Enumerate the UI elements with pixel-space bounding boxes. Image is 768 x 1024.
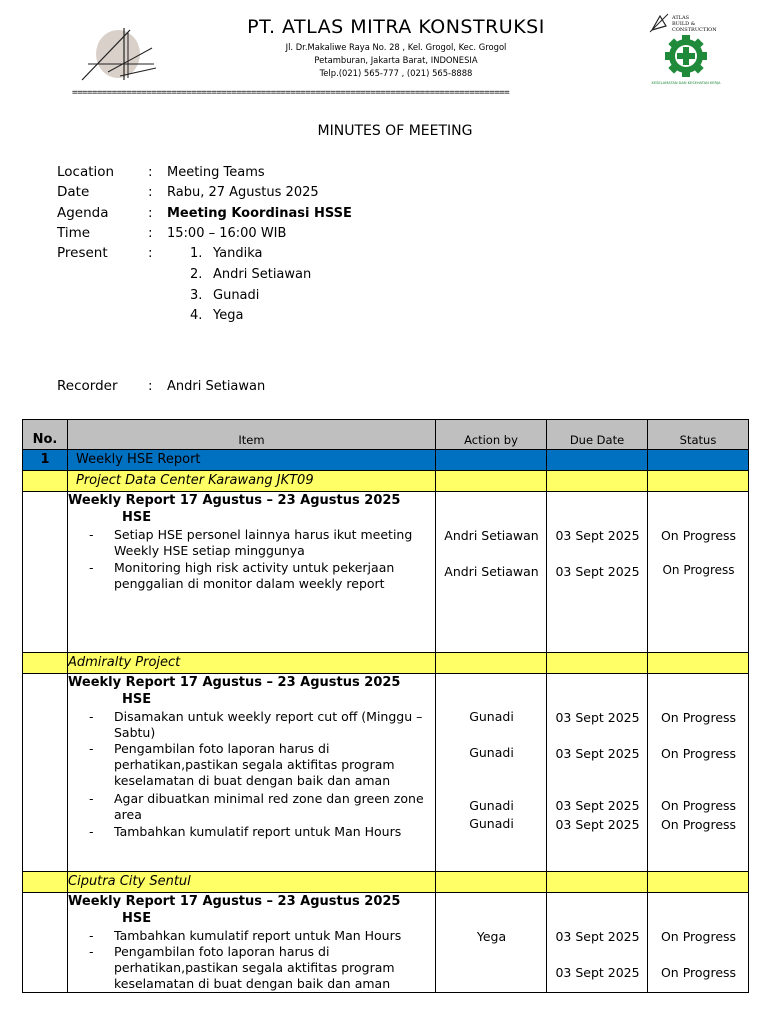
present-colon: :	[148, 245, 153, 261]
due-date: 03 Sept 2025	[555, 965, 640, 980]
due-date: 03 Sept 2025	[555, 798, 640, 813]
present-num: 4.	[190, 308, 203, 323]
company-name: PT. ATLAS MITRA KONSTRUKSI	[247, 16, 545, 38]
company-address-line2: Petamburan, Jakarta Barat, INDONESIA	[314, 55, 478, 65]
present-name: Gunadi	[213, 288, 260, 303]
action-by: Gunadi	[469, 816, 514, 831]
present-num: 1.	[190, 246, 203, 261]
location-label: Location	[57, 164, 115, 180]
report-title: Weekly Report 17 Agustus – 23 Agustus 2025	[68, 493, 401, 508]
date-label: Date	[57, 184, 90, 200]
status: On Progress	[660, 746, 737, 761]
status: On Progress	[660, 929, 737, 944]
action-by: Andri Setiawan	[444, 564, 539, 579]
due-date: 03 Sept 2025	[555, 746, 640, 761]
project-name: Admiralty Project	[68, 653, 436, 674]
report-title: Weekly Report 17 Agustus – 23 Agustus 2025	[68, 675, 401, 690]
status: On Progress	[662, 563, 735, 577]
logo-text-3: CONSTRUCTION	[672, 27, 717, 33]
due-date: 03 Sept 2025	[555, 564, 640, 579]
present-name: Yandika	[213, 246, 263, 261]
header-status: Status	[648, 420, 749, 450]
project-row	[23, 653, 749, 674]
section-row	[23, 450, 749, 471]
table-row	[23, 893, 749, 993]
report-subtitle: HSE	[122, 692, 152, 707]
item-cell: Weekly Report 17 Agustus – 23 Agustus 2025 HSE - Disamakan untuk weekly report cut off (Minggu – Sabtu) - Pengambilan foto laporan harus di perhatikan,pastikan segala aktifitas program keselamatan di buat dengan baik dan aman - Agar dibuatkan minimal red zone dan green zone area - Tambahkan kumulatif report untuk Man Hours	[68, 674, 436, 872]
company-logos-right	[646, 10, 726, 90]
due-date: 03 Sept 2025	[555, 929, 640, 944]
present-label: Present	[57, 245, 108, 261]
company-phone: Telp.(021) 565-777 , (021) 565-8888	[319, 68, 473, 78]
action-by: Gunadi	[469, 709, 514, 724]
due-date: 03 Sept 2025	[555, 528, 640, 543]
project-name: Project Data Center Karawang JKT09	[68, 471, 436, 492]
report-subtitle: HSE	[122, 510, 152, 525]
k3-logo-text: KESELAMATAN DAN KESEHATAN KERJA	[651, 81, 721, 85]
action-items-table	[22, 419, 749, 993]
item-cell: Weekly Report 17 Agustus – 23 Agustus 2025 HSE - Tambahkan kumulatif report untuk Man Hours - Pengambilan foto laporan harus di perhatikan,pastikan segala aktifitas program keselamatan di buat dengan baik dan aman	[68, 893, 436, 993]
company-address-line1: Jl. Dr.Makaliwe Raya No. 28 , Kel. Grogol, Kec. Grogol	[285, 42, 507, 52]
date-colon: :	[148, 184, 153, 200]
present-name: Yega	[213, 308, 244, 323]
project-row	[23, 471, 749, 492]
report-subtitle: HSE	[122, 911, 152, 926]
header-no: No.	[23, 420, 68, 450]
report-title: Weekly Report 17 Agustus – 23 Agustus 2025	[68, 894, 401, 909]
status: On Progress	[660, 528, 737, 543]
status: On Progress	[660, 817, 737, 832]
item-cell: Weekly Report 17 Agustus – 23 Agustus 2025 HSE - Setiap HSE personel lainnya harus ikut meeting Weekly HSE setiap minggunya - Monitoring high risk activity untuk pekerjaan penggalian di monitor dalam weekly report	[68, 492, 436, 653]
present-num: 2.	[190, 267, 203, 282]
agenda-value: Meeting Koordinasi HSSE	[167, 206, 352, 221]
location-value: Meeting Teams	[167, 165, 265, 180]
time-colon: :	[148, 225, 153, 241]
due-date: 03 Sept 2025	[555, 710, 640, 725]
recorder-value: Andri Setiawan	[167, 379, 266, 394]
logo-text-2: BUILD &	[672, 21, 696, 27]
k3-safety-icon	[665, 35, 707, 77]
location-colon: :	[148, 164, 153, 180]
present-num: 3.	[190, 288, 203, 303]
header-item: Item	[68, 420, 436, 450]
action-by: Gunadi	[469, 798, 514, 813]
project-name: Ciputra City Sentul	[68, 872, 436, 893]
recorder-label: Recorder	[57, 378, 118, 394]
time-label: Time	[57, 225, 91, 241]
agenda-colon: :	[148, 205, 153, 221]
header-separator: ========================================================================================	[72, 88, 510, 98]
due-date: 03 Sept 2025	[555, 817, 640, 832]
action-by: Gunadi	[469, 745, 514, 760]
table-header-row	[23, 420, 749, 450]
action-by: Yega	[476, 929, 507, 944]
status: On Progress	[660, 798, 737, 813]
company-logo-left	[78, 24, 158, 84]
project-row	[23, 872, 749, 893]
recorder-colon: :	[148, 378, 153, 394]
table-row	[23, 492, 749, 653]
section-number: 1	[23, 450, 68, 471]
time-value: 15:00 – 16:00 WIB	[167, 226, 287, 241]
agenda-label: Agenda	[57, 205, 109, 221]
date-value: Rabu, 27 Agustus 2025	[167, 185, 319, 200]
header-action-by: Action by	[436, 420, 547, 450]
table-row	[23, 674, 749, 872]
header-due-date: Due Date	[547, 420, 648, 450]
action-by: Andri Setiawan	[444, 528, 539, 543]
status: On Progress	[660, 965, 737, 980]
document-title: MINUTES OF MEETING	[317, 123, 473, 139]
status: On Progress	[660, 710, 737, 725]
section-title: Weekly HSE Report	[68, 450, 436, 471]
present-name: Andri Setiawan	[213, 267, 312, 282]
logo-text-1: ATLAS	[672, 15, 690, 21]
